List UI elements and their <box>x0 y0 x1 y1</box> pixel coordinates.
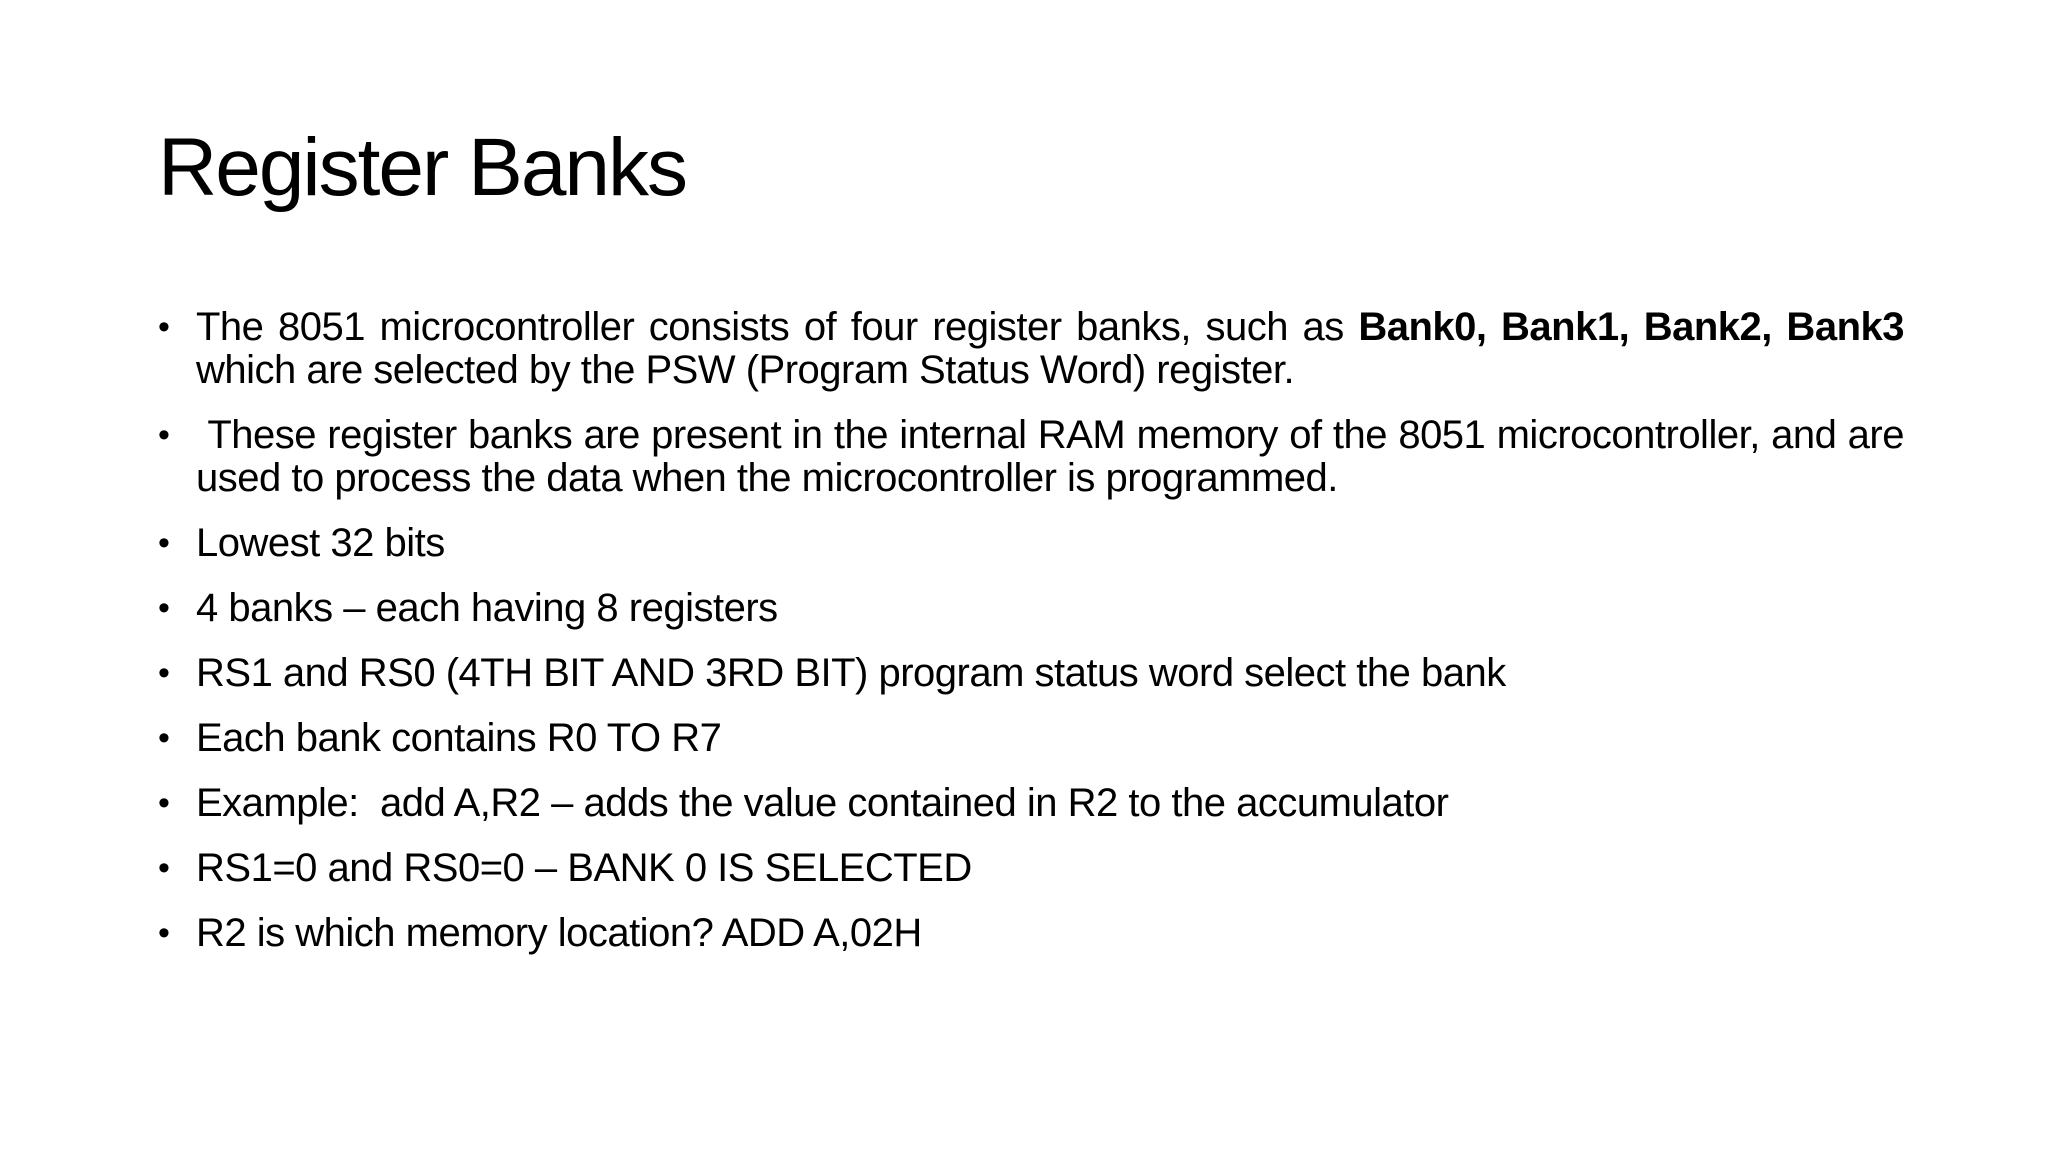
bullet-text-pre: The 8051 microcontroller consists of four register banks, such as <box>196 305 1359 349</box>
bullet-text: R2 is which memory location? ADD A,02H <box>196 911 922 955</box>
bullet-list <box>158 305 1915 977</box>
bullet-text: Example: add A,R2 – adds the value contained in R2 to the accumulator <box>196 781 1449 825</box>
bullet-item <box>158 847 1904 890</box>
bullet-icon: • <box>158 416 170 454</box>
bullet-item <box>158 413 1915 500</box>
bullet-item <box>158 912 1904 955</box>
bullet-item <box>158 587 1904 630</box>
bullet-item <box>158 306 1904 392</box>
bullet-icon: • <box>158 914 170 952</box>
bullet-icon: • <box>158 524 170 562</box>
bullet-text: Each bank contains R0 TO R7 <box>196 716 722 760</box>
bullet-text: 4 banks – each having 8 registers <box>196 586 778 630</box>
bullet-icon: • <box>158 719 170 757</box>
bullet-text: These register banks are present in the internal RAM memory of the 8051 microcontroller, and are used to process the data when the microcontroller is programmed. <box>196 413 1915 500</box>
bullet-icon: • <box>158 589 170 627</box>
bullet-icon: • <box>158 308 170 346</box>
bullet-text-post: which are selected by the PSW (Program Status Word) register. <box>196 348 1295 392</box>
bullet-text-bold: Bank0, Bank1, Bank2, Bank3 <box>1358 305 1904 349</box>
bullet-icon: • <box>158 784 170 822</box>
bullet-item <box>158 717 1904 760</box>
bullet-text: RS1=0 and RS0=0 – BANK 0 IS SELECTED <box>196 846 972 890</box>
slide-title: Register Banks <box>158 122 687 213</box>
bullet-text: RS1 and RS0 (4TH BIT AND 3RD BIT) program status word select the bank <box>196 651 1506 695</box>
bullet-text: Lowest 32 bits <box>196 521 445 565</box>
bullet-item <box>158 522 1904 565</box>
bullet-icon: • <box>158 654 170 692</box>
bullet-icon: • <box>158 849 170 887</box>
bullet-item <box>158 782 1904 825</box>
bullet-item <box>158 652 1904 695</box>
